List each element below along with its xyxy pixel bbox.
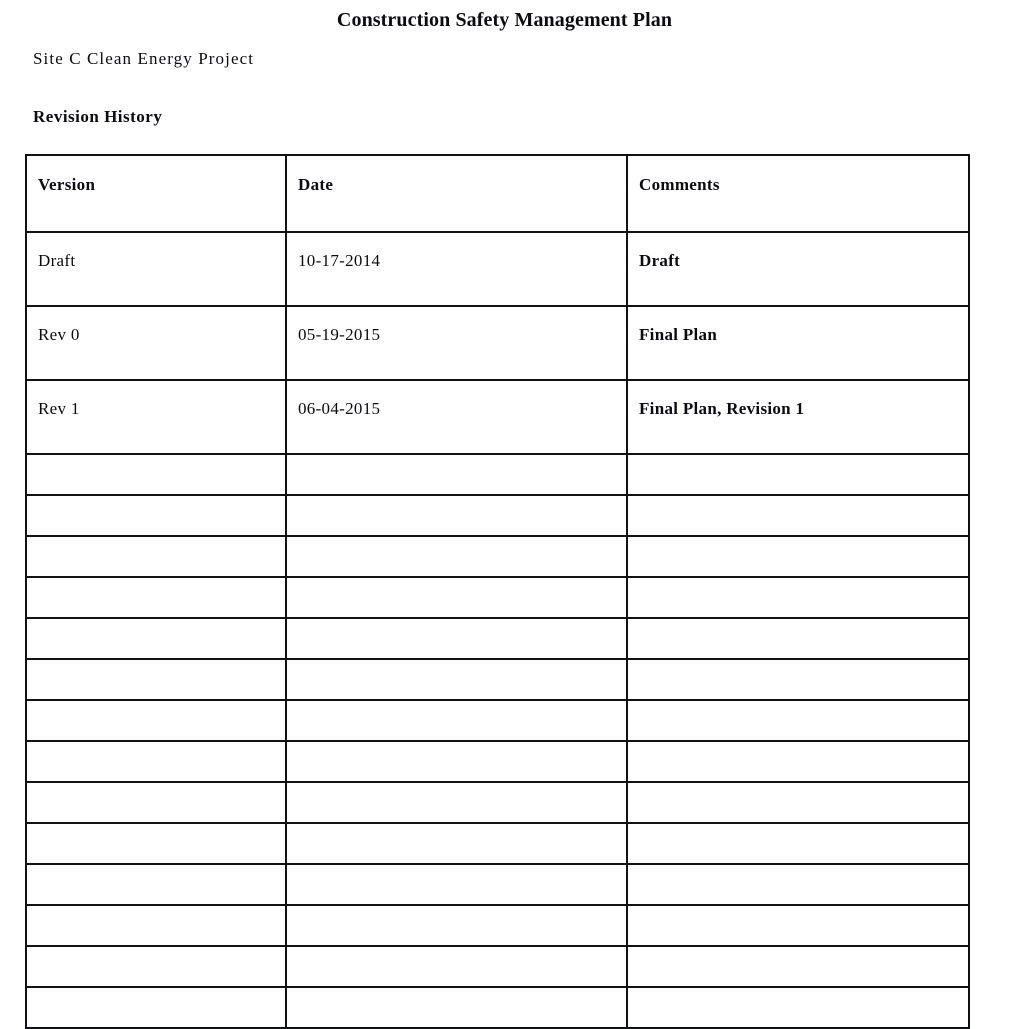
cell-comments: Final Plan	[627, 306, 969, 380]
table-row-empty	[26, 864, 969, 905]
project-subtitle: Site C Clean Energy Project	[33, 49, 255, 68]
cell-version-empty	[26, 536, 286, 577]
cell-date-empty	[286, 823, 627, 864]
cell-comments-empty	[627, 577, 969, 618]
cell-comments: Final Plan, Revision 1	[627, 380, 969, 454]
cell-comments-empty	[627, 700, 969, 741]
table-row-empty	[26, 946, 969, 987]
table-row-empty	[26, 823, 969, 864]
table-row-empty	[26, 536, 969, 577]
cell-version-empty	[26, 782, 286, 823]
table-row-empty	[26, 700, 969, 741]
column-header-date: Date	[286, 155, 627, 232]
table-row-empty	[26, 454, 969, 495]
section-heading-revision-history: Revision History	[33, 107, 163, 126]
table-row-empty	[26, 782, 969, 823]
cell-date-empty	[286, 659, 627, 700]
cell-comments-empty	[627, 864, 969, 905]
cell-comments: Draft	[627, 232, 969, 306]
table-row-empty	[26, 741, 969, 782]
page-title: Construction Safety Management Plan	[336, 9, 673, 31]
table-body	[26, 232, 969, 1028]
cell-version-empty	[26, 946, 286, 987]
cell-comments-empty	[627, 823, 969, 864]
table-row-empty	[26, 905, 969, 946]
cell-date-empty	[286, 536, 627, 577]
table-row	[26, 306, 969, 380]
cell-comments-empty	[627, 946, 969, 987]
cell-date-empty	[286, 741, 627, 782]
cell-date: 10-17-2014	[286, 232, 627, 306]
revision-history-table	[25, 154, 970, 1029]
cell-date-empty	[286, 454, 627, 495]
cell-version-empty	[26, 741, 286, 782]
cell-date-empty	[286, 946, 627, 987]
cell-date-empty	[286, 987, 627, 1028]
cell-version-empty	[26, 495, 286, 536]
cell-comments-empty	[627, 495, 969, 536]
cell-version: Rev 0	[26, 306, 286, 380]
column-header-comments: Comments	[627, 155, 969, 232]
revision-history-table-container	[25, 154, 968, 1029]
cell-version-empty	[26, 454, 286, 495]
cell-date-empty	[286, 782, 627, 823]
cell-version-empty	[26, 905, 286, 946]
cell-comments-empty	[627, 905, 969, 946]
cell-version-empty	[26, 700, 286, 741]
cell-version-empty	[26, 864, 286, 905]
cell-comments-empty	[627, 782, 969, 823]
table-row-empty	[26, 495, 969, 536]
table-row	[26, 232, 969, 306]
cell-version-empty	[26, 659, 286, 700]
table-row-empty	[26, 659, 969, 700]
table-row	[26, 380, 969, 454]
cell-date-empty	[286, 495, 627, 536]
cell-version-empty	[26, 577, 286, 618]
cell-version: Rev 1	[26, 380, 286, 454]
cell-date: 06-04-2015	[286, 380, 627, 454]
column-header-version: Version	[26, 155, 286, 232]
cell-date-empty	[286, 700, 627, 741]
cell-version-empty	[26, 823, 286, 864]
table-row-empty	[26, 987, 969, 1028]
cell-date-empty	[286, 864, 627, 905]
cell-date-empty	[286, 577, 627, 618]
table-header	[26, 155, 969, 232]
cell-date-empty	[286, 905, 627, 946]
cell-version: Draft	[26, 232, 286, 306]
cell-comments-empty	[627, 536, 969, 577]
cell-comments-empty	[627, 987, 969, 1028]
cell-date: 05-19-2015	[286, 306, 627, 380]
cell-comments-empty	[627, 454, 969, 495]
cell-version-empty	[26, 618, 286, 659]
cell-comments-empty	[627, 618, 969, 659]
cell-comments-empty	[627, 659, 969, 700]
table-row-empty	[26, 577, 969, 618]
cell-version-empty	[26, 987, 286, 1028]
table-header-row	[26, 155, 969, 232]
cell-date-empty	[286, 618, 627, 659]
table-row-empty	[26, 618, 969, 659]
cell-comments-empty	[627, 741, 969, 782]
